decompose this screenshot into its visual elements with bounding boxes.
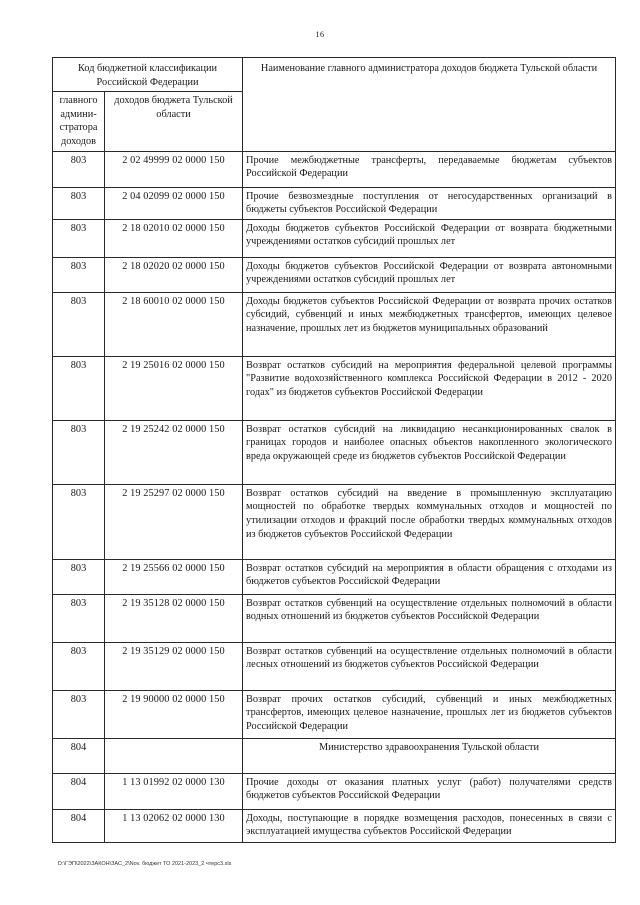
income-name-cell: Прочие межбюджетные трансферты, передаваемые бюджетам субъектов Российской Федерации [243, 151, 616, 187]
income-name-cell: Доходы, поступающие в порядке возмещения расходов, понесенных в связи с эксплуатацией имущества субъектов Российской Федерации [243, 809, 616, 842]
admin-code-cell: 804 [53, 809, 105, 842]
admin-code-cell: 803 [53, 356, 105, 420]
table-row [53, 356, 616, 420]
income-name-cell: Возврат остатков субвенций на осуществление отдельных полномочий в области лесных отношений из бюджетов субъектов Российской Федерации [243, 642, 616, 690]
income-name-cell: Возврат остатков субвенций на осуществление отдельных полномочий в области водных отношений из бюджетов субъектов Российской Федерации [243, 594, 616, 642]
income-code-cell [105, 738, 243, 773]
income-name-cell: Доходы бюджетов субъектов Российской Федерации от возврата прочих остатков субсидий, субвенций и иных межбюджетных трансфертов, имеющих целевое назначение, прошлых лет из бюджетов муниципальных образований [243, 292, 616, 356]
admin-code-cell: 803 [53, 690, 105, 738]
admin-code-cell: 803 [53, 219, 105, 257]
admin-code-cell: 803 [53, 594, 105, 642]
table-row [53, 257, 616, 292]
code-group-header: Код бюджетной классификации Российской Федерации [53, 58, 243, 92]
income-code-cell: 2 19 35129 02 0000 150 [105, 642, 243, 690]
income-code-cell: 2 19 25016 02 0000 150 [105, 356, 243, 420]
admin-code-cell: 804 [53, 738, 105, 773]
table-row [53, 292, 616, 356]
income-name-cell: Возврат остатков субсидий на введение в промышленную эксплуатацию мощностей по обработке твердых коммунальных отходов и мощностей по утилизации отходов и фракций после обработки твердых коммунальных отходов из бюджетов субъектов Российской Федерации [243, 484, 616, 559]
admin-code-cell: 803 [53, 292, 105, 356]
admin-code-cell: 803 [53, 151, 105, 187]
admin-code-cell: 804 [53, 773, 105, 809]
file-path-footer: D:\ГЭП\2022\ЗАКОН\ЗАС_2\Nov. бюджет ТО 2021-2023_2 чтерс3.xls [58, 861, 232, 867]
admin-code-cell: 803 [53, 642, 105, 690]
name-column-header: Наименование главного администратора доходов бюджета Тульской области [243, 58, 616, 152]
income-code-cell: 2 02 49999 02 0000 150 [105, 151, 243, 187]
income-code-cell: 2 19 25566 02 0000 150 [105, 559, 243, 594]
income-code-cell: 1 13 01992 02 0000 130 [105, 773, 243, 809]
budget-classification-table [52, 57, 616, 843]
income-name-cell: Доходы бюджетов субъектов Российской Федерации от возврата бюджетными учреждениями остатков субсидий прошлых лет [243, 219, 616, 257]
table-row [53, 420, 616, 484]
table-row [53, 151, 616, 187]
section-title-cell: Министерство здравоохранения Тульской области [243, 738, 616, 773]
table-row [53, 690, 616, 738]
income-name-cell: Возврат остатков субсидий на мероприятия в области обращения с отходами из бюджетов субъектов Российской Федерации [243, 559, 616, 594]
income-code-cell: 2 18 02020 02 0000 150 [105, 257, 243, 292]
table-row [53, 219, 616, 257]
income-name-cell: Возврат прочих остатков субсидий, субвенций и иных межбюджетных трансфертов, имеющих целевое назначение, прошлых лет из бюджетов субъектов Российской Федерации [243, 690, 616, 738]
table-row [53, 594, 616, 642]
income-code-cell: 2 19 90000 02 0000 150 [105, 690, 243, 738]
income-code-cell: 2 19 25297 02 0000 150 [105, 484, 243, 559]
income-code-cell: 2 18 02010 02 0000 150 [105, 219, 243, 257]
income-name-cell: Прочие доходы от оказания платных услуг (работ) получателями средств бюджетов субъектов Российской Федерации [243, 773, 616, 809]
income-name-cell: Возврат остатков субсидий на мероприятия федеральной целевой программы "Развитие водохозяйственного комплекса Российской Федерации в 2012 - 2020 годах" из бюджетов субъектов Российской Федерации [243, 356, 616, 420]
table-row [53, 773, 616, 809]
table-row [53, 187, 616, 219]
page-number: 16 [315, 30, 325, 39]
income-code-cell: 2 19 25242 02 0000 150 [105, 420, 243, 484]
admin-column-header: главного админи-стратора доходов [53, 92, 105, 151]
header-row [53, 58, 616, 92]
section-row [53, 738, 616, 773]
income-name-cell: Доходы бюджетов субъектов Российской Федерации от возврата автономными учреждениями остатков субсидий прошлых лет [243, 257, 616, 292]
admin-code-cell: 803 [53, 484, 105, 559]
table-row [53, 484, 616, 559]
income-column-header: доходов бюджета Тульской области [105, 92, 243, 151]
table-row [53, 809, 616, 842]
income-code-cell: 1 13 02062 02 0000 130 [105, 809, 243, 842]
table-row [53, 642, 616, 690]
income-code-cell: 2 04 02099 02 0000 150 [105, 187, 243, 219]
admin-code-cell: 803 [53, 257, 105, 292]
income-code-cell: 2 19 35128 02 0000 150 [105, 594, 243, 642]
table-row [53, 559, 616, 594]
admin-code-cell: 803 [53, 559, 105, 594]
income-name-cell: Прочие безвозмездные поступления от негосударственных организаций в бюджеты субъектов Российской Федерации [243, 187, 616, 219]
admin-code-cell: 803 [53, 187, 105, 219]
income-name-cell: Возврат остатков субсидий на ликвидацию несанкционированных свалок в границах городов и наиболее опасных объектов накопленного экологического вреда окружающей среде из бюджетов субъектов Российской Федерации [243, 420, 616, 484]
admin-code-cell: 803 [53, 420, 105, 484]
income-code-cell: 2 18 60010 02 0000 150 [105, 292, 243, 356]
